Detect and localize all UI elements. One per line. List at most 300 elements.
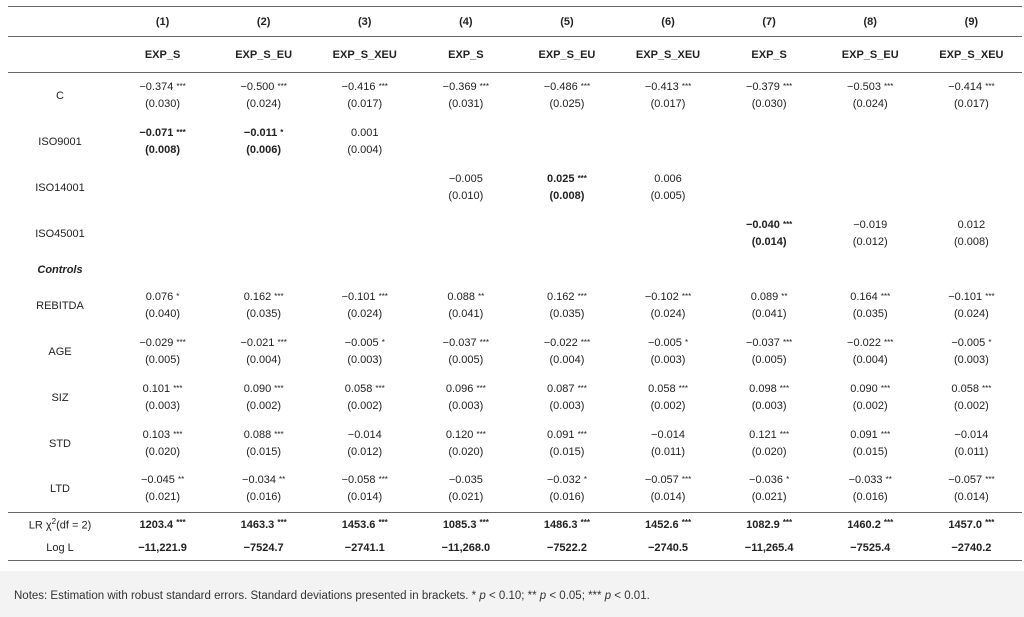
table-cell	[314, 211, 415, 257]
coefficient-line	[213, 427, 314, 444]
column-number: (4)	[459, 15, 473, 28]
coefficient: −0.034	[242, 474, 276, 487]
coefficient-line	[415, 427, 516, 444]
table-cell	[213, 283, 314, 329]
notes-text: < 0.01.	[611, 590, 650, 602]
coefficient: 0.103	[142, 428, 171, 441]
lr-chi2-row	[8, 513, 1022, 537]
table-cell	[112, 421, 213, 467]
table-cell	[719, 283, 820, 329]
coefficient-line	[213, 381, 314, 398]
coefficient-line	[415, 335, 516, 352]
table-cell	[719, 211, 820, 257]
estimate	[213, 79, 314, 113]
significance-stars: ***	[375, 383, 385, 393]
coefficient-line	[617, 79, 718, 96]
coefficient-line	[617, 427, 718, 444]
significance-stars: ***	[277, 81, 287, 91]
coefficient: −0.500	[240, 80, 275, 93]
table-cell	[617, 375, 718, 421]
estimate	[516, 79, 617, 113]
coefficient-line	[314, 125, 415, 142]
standard-error: (0.020)	[145, 445, 180, 458]
coefficient-line	[617, 171, 718, 188]
significance-stars: ***	[479, 81, 490, 91]
estimate	[617, 381, 718, 415]
coefficient: −0.071	[139, 126, 174, 139]
significance-stars: ***	[880, 429, 891, 439]
lr-cell	[820, 513, 921, 537]
lr-cell	[719, 513, 820, 537]
row-label: ISO45001	[35, 227, 85, 240]
standard-error: (0.003)	[953, 353, 989, 366]
estimate	[921, 472, 1022, 506]
coefficient-line	[314, 79, 415, 96]
table-cell	[415, 329, 516, 375]
table-cell	[415, 165, 516, 211]
estimate	[516, 289, 617, 323]
standard-error: (0.011)	[954, 445, 989, 458]
notes-text: Notes: Estimation with robust standard errors. Standard deviations presented in brackets. *	[14, 590, 480, 602]
coefficient-line	[213, 289, 314, 306]
lr-cell	[314, 513, 415, 537]
significance-stars: ***	[884, 81, 894, 91]
table-cell	[617, 421, 718, 467]
table-cell	[213, 165, 314, 211]
significance-stars: ***	[985, 81, 995, 91]
coefficient: −0.005	[647, 336, 682, 349]
coefficient: 0.098	[749, 382, 777, 395]
table-cell	[516, 329, 617, 375]
coefficient-line	[314, 472, 415, 489]
coefficient: −0.040	[745, 218, 780, 231]
standard-error: (0.012)	[852, 235, 888, 248]
coefficient: 0.058	[648, 382, 676, 395]
controls-row	[8, 257, 1022, 283]
standard-error: (0.003)	[448, 399, 484, 412]
coefficient: −0.011	[243, 126, 278, 139]
estimate	[617, 79, 718, 113]
coefficient-line	[719, 79, 820, 96]
table-row	[8, 165, 1022, 211]
coefficient: −0.033	[848, 474, 883, 487]
coefficient-line	[415, 472, 516, 489]
lr-label-prefix: LR χ	[28, 520, 52, 533]
coefficient: 0.162	[546, 290, 575, 303]
significance-stars: ***	[681, 475, 692, 485]
estimate	[213, 289, 314, 323]
coefficient-line	[213, 335, 314, 352]
column-number: (3)	[358, 15, 372, 28]
coefficient: 0.001	[350, 126, 379, 139]
lr-value: 1463.3	[240, 518, 275, 531]
coefficient: −0.374	[139, 80, 174, 93]
significance-stars: ***	[378, 517, 388, 527]
standard-error: (0.016)	[852, 491, 888, 504]
lr-cell	[112, 513, 213, 537]
table-cell	[921, 211, 1022, 257]
significance-stars: *	[583, 475, 587, 485]
table-cell	[617, 467, 718, 513]
coefficient: −0.486	[543, 80, 578, 93]
significance-stars: **	[885, 475, 892, 485]
dependent-variable: EXP_S_XEU	[939, 48, 1004, 61]
log-likelihood-value: −2740.2	[951, 542, 992, 555]
row-label: STD	[49, 437, 71, 450]
estimate	[719, 381, 820, 415]
table-cell	[719, 73, 820, 119]
log-likelihood-value: −7524.7	[243, 542, 284, 555]
coefficient-line	[719, 427, 820, 444]
log-likelihood-value: −2741.1	[344, 542, 385, 555]
lr-value: 1460.2	[847, 518, 881, 531]
significance-stars: ***	[479, 517, 489, 527]
coefficient-line	[921, 472, 1022, 489]
estimate	[617, 427, 718, 461]
coefficient: −0.414	[948, 80, 983, 93]
estimate	[617, 289, 718, 323]
coefficient: −0.037	[745, 336, 780, 349]
estimate	[820, 217, 921, 251]
significance-stars: *	[786, 475, 790, 485]
coefficient-line	[820, 381, 921, 398]
row-label: ISO9001	[38, 135, 82, 148]
table-cell	[112, 165, 213, 211]
coefficient-line	[719, 472, 820, 489]
coefficient-line	[921, 381, 1022, 398]
notes-text: < 0.10; **	[485, 590, 540, 602]
table-cell	[112, 73, 213, 119]
coefficient: −0.057	[644, 474, 679, 487]
standard-error: (0.004)	[549, 353, 585, 366]
significance-stars: ***	[985, 475, 995, 485]
estimate	[213, 427, 314, 461]
table-row	[8, 329, 1022, 375]
p-symbol: p	[479, 590, 486, 602]
estimate	[213, 381, 314, 415]
standard-error: (0.002)	[852, 399, 888, 412]
regression-table-container	[8, 6, 1022, 561]
table-cell	[415, 283, 516, 329]
lr-value: 1453.6	[341, 518, 376, 531]
estimate	[415, 79, 516, 113]
significance-stars: ***	[476, 429, 486, 439]
coefficient: −0.057	[948, 474, 983, 487]
coefficient: −0.369	[442, 80, 477, 93]
significance-stars: ***	[479, 337, 490, 347]
coefficient: −0.029	[139, 336, 174, 349]
table-cell	[617, 211, 718, 257]
estimate	[415, 381, 516, 415]
coefficient-line	[516, 427, 617, 444]
estimate	[516, 381, 617, 415]
table-cell	[617, 165, 718, 211]
lr-value: 1486.3	[543, 518, 578, 531]
table-cell	[314, 467, 415, 513]
coefficient-line	[112, 472, 213, 489]
estimate	[921, 381, 1022, 415]
estimate	[415, 289, 516, 323]
significance-stars: ***	[880, 291, 891, 301]
table-cell	[617, 119, 718, 165]
row-label: SIZ	[51, 391, 69, 404]
standard-error: (0.024)	[650, 307, 686, 320]
estimate	[820, 79, 921, 113]
standard-error: (0.006)	[246, 143, 282, 156]
table-row	[8, 73, 1022, 119]
coefficient: −0.022	[847, 336, 881, 349]
coefficient: 0.089	[750, 290, 779, 303]
coefficient: −0.005	[344, 336, 379, 349]
estimate	[112, 79, 213, 113]
estimate	[314, 472, 415, 506]
significance-stars: ***	[378, 291, 388, 301]
standard-error: (0.003)	[549, 399, 585, 412]
coefficient: 0.058	[344, 382, 373, 395]
significance-stars: ***	[176, 127, 186, 137]
standard-error: (0.003)	[650, 353, 686, 366]
estimate	[617, 472, 718, 506]
coefficient-line	[112, 289, 213, 306]
coefficient-line	[516, 335, 617, 352]
coefficient: 0.012	[957, 218, 986, 231]
estimate	[516, 335, 617, 369]
estimate	[719, 289, 820, 323]
significance-stars: ***	[985, 517, 995, 527]
significance-stars: ***	[782, 81, 793, 91]
table-cell	[820, 73, 921, 119]
estimate	[820, 289, 921, 323]
standard-error: (0.008)	[549, 189, 585, 202]
lr-cell	[921, 513, 1022, 537]
coefficient: −0.102	[644, 290, 679, 303]
row-label: AGE	[48, 345, 72, 358]
significance-stars: ***	[681, 81, 692, 91]
table-cell	[516, 421, 617, 467]
row-label: ISO14001	[35, 181, 85, 194]
regression-table	[8, 6, 1022, 561]
standard-error: (0.021)	[751, 491, 787, 504]
table-cell	[921, 283, 1022, 329]
table-cell	[617, 329, 718, 375]
coefficient-line	[213, 125, 314, 142]
significance-stars: ***	[173, 383, 183, 393]
estimate	[921, 427, 1022, 461]
significance-stars: ***	[779, 429, 790, 439]
coefficient: −0.014	[651, 428, 685, 441]
table-cell	[921, 119, 1022, 165]
estimate	[820, 381, 921, 415]
coefficient: 0.096	[445, 382, 474, 395]
coefficient-line	[921, 335, 1022, 352]
table-cell	[921, 375, 1022, 421]
coefficient-line	[112, 427, 213, 444]
dependent-variable: EXP_S_XEU	[332, 48, 397, 61]
table-cell	[314, 165, 415, 211]
significance-stars: ***	[681, 517, 692, 527]
estimate	[415, 427, 516, 461]
standard-error: (0.004)	[347, 143, 383, 156]
dependent-variable: EXP_S	[144, 48, 181, 61]
coefficient: 0.006	[654, 172, 682, 185]
significance-stars: **	[177, 475, 185, 485]
significance-stars: ***	[681, 291, 692, 301]
table-cell	[516, 165, 617, 211]
coefficient-line	[820, 289, 921, 306]
standard-error: (0.031)	[448, 97, 484, 110]
dependent-variable-row	[8, 37, 1022, 73]
table-cell	[112, 329, 213, 375]
table-cell	[617, 257, 718, 283]
coefficient-line	[516, 289, 617, 306]
coefficient: −0.058	[341, 474, 376, 487]
estimate	[112, 427, 213, 461]
table-cell	[314, 73, 415, 119]
coefficient-line	[516, 171, 617, 188]
coefficient: −0.021	[240, 336, 275, 349]
table-cell	[213, 257, 314, 283]
column-number: (9)	[964, 15, 979, 28]
significance-stars: ***	[985, 291, 995, 301]
significance-stars: ***	[277, 517, 287, 527]
coefficient: −0.379	[745, 80, 780, 93]
log-likelihood-value: −11,268.0	[441, 542, 491, 555]
standard-error: (0.030)	[751, 97, 787, 110]
coefficient-line	[314, 381, 415, 398]
significance-stars: ***	[577, 291, 587, 301]
table-cell	[719, 467, 820, 513]
column-number: (5)	[560, 15, 574, 28]
significance-stars: ***	[577, 383, 587, 393]
table-cell	[820, 165, 921, 211]
corner-cell	[8, 37, 112, 73]
lr-label-suffix: (df = 2)	[56, 520, 92, 533]
estimate	[415, 472, 516, 506]
significance-stars: ***	[982, 383, 992, 393]
coefficient-line	[617, 472, 718, 489]
coefficient: −0.503	[847, 80, 881, 93]
table-cell	[314, 283, 415, 329]
table-cell	[820, 211, 921, 257]
log-likelihood-row	[8, 537, 1022, 561]
table-row	[8, 119, 1022, 165]
standard-error: (0.021)	[145, 491, 180, 504]
coefficient: −0.035	[448, 474, 483, 487]
coefficient: 0.091	[850, 428, 878, 441]
standard-error: (0.020)	[751, 445, 787, 458]
table-cell	[719, 119, 820, 165]
coefficient: 0.087	[546, 382, 575, 395]
table-cell	[112, 119, 213, 165]
lr-value: 1082.9	[746, 518, 780, 531]
table-cell	[213, 375, 314, 421]
row-label: Controls	[37, 263, 83, 276]
significance-stars: *	[381, 337, 385, 347]
coefficient: −0.022	[543, 336, 578, 349]
estimate	[820, 335, 921, 369]
standard-error: (0.008)	[145, 143, 180, 156]
coefficient-line	[314, 335, 415, 352]
coefficient-line	[112, 381, 213, 398]
coefficient-line	[719, 335, 820, 352]
table-cell	[719, 165, 820, 211]
lr-cell	[617, 513, 718, 537]
standard-error: (0.021)	[448, 491, 484, 504]
estimate	[820, 472, 921, 506]
standard-error: (0.002)	[953, 399, 989, 412]
significance-stars: ***	[176, 337, 186, 347]
coefficient-line	[820, 335, 921, 352]
table-cell	[415, 421, 516, 467]
estimate	[112, 472, 213, 506]
coefficient-line	[921, 79, 1022, 96]
coefficient-line	[617, 335, 718, 352]
standard-error: (0.003)	[347, 353, 383, 366]
table-cell	[112, 257, 213, 283]
estimate	[112, 289, 213, 323]
table-cell	[415, 119, 516, 165]
standard-error: (0.035)	[549, 307, 585, 320]
standard-error: (0.014)	[953, 491, 989, 504]
table-cell	[112, 283, 213, 329]
table-cell	[921, 73, 1022, 119]
estimate	[516, 427, 617, 461]
coefficient-line	[112, 335, 213, 352]
estimate	[314, 335, 415, 369]
estimate	[213, 472, 314, 506]
table-row	[8, 211, 1022, 257]
coefficient: −0.005	[448, 172, 483, 185]
significance-stars: *	[176, 291, 180, 301]
column-number: (8)	[863, 15, 877, 28]
table-cell	[921, 165, 1022, 211]
coefficient-line	[516, 472, 617, 489]
significance-stars: ***	[782, 219, 793, 229]
significance-stars: ***	[476, 383, 486, 393]
coefficient-line	[314, 289, 415, 306]
table-cell	[516, 211, 617, 257]
table-row	[8, 421, 1022, 467]
standard-error: (0.024)	[246, 97, 282, 110]
lr-value: 1457.0	[948, 518, 982, 531]
standard-error: (0.030)	[145, 97, 180, 110]
significance-stars: **	[478, 291, 485, 301]
standard-error: (0.005)	[145, 353, 180, 366]
row-label: LTD	[50, 483, 70, 496]
significance-stars: *	[280, 127, 284, 137]
estimate	[617, 171, 718, 205]
table-cell	[213, 329, 314, 375]
coefficient-line	[213, 472, 314, 489]
lr-value: 1452.6	[645, 518, 679, 531]
coefficient-line	[921, 289, 1022, 306]
standard-error: (0.040)	[145, 307, 180, 320]
coefficient: −0.101	[341, 290, 376, 303]
coefficient: −0.413	[644, 80, 679, 93]
significance-stars: ***	[577, 429, 587, 439]
coefficient-line	[820, 427, 921, 444]
estimate	[213, 125, 314, 159]
table-cell	[820, 329, 921, 375]
column-number: (1)	[155, 15, 170, 28]
significance-stars: ***	[884, 337, 894, 347]
coefficient: 0.088	[447, 290, 475, 303]
coefficient: 0.101	[142, 382, 171, 395]
table-cell	[415, 375, 516, 421]
coefficient: −0.045	[140, 474, 175, 487]
significance-stars: ***	[782, 517, 793, 527]
coefficient-line	[820, 79, 921, 96]
